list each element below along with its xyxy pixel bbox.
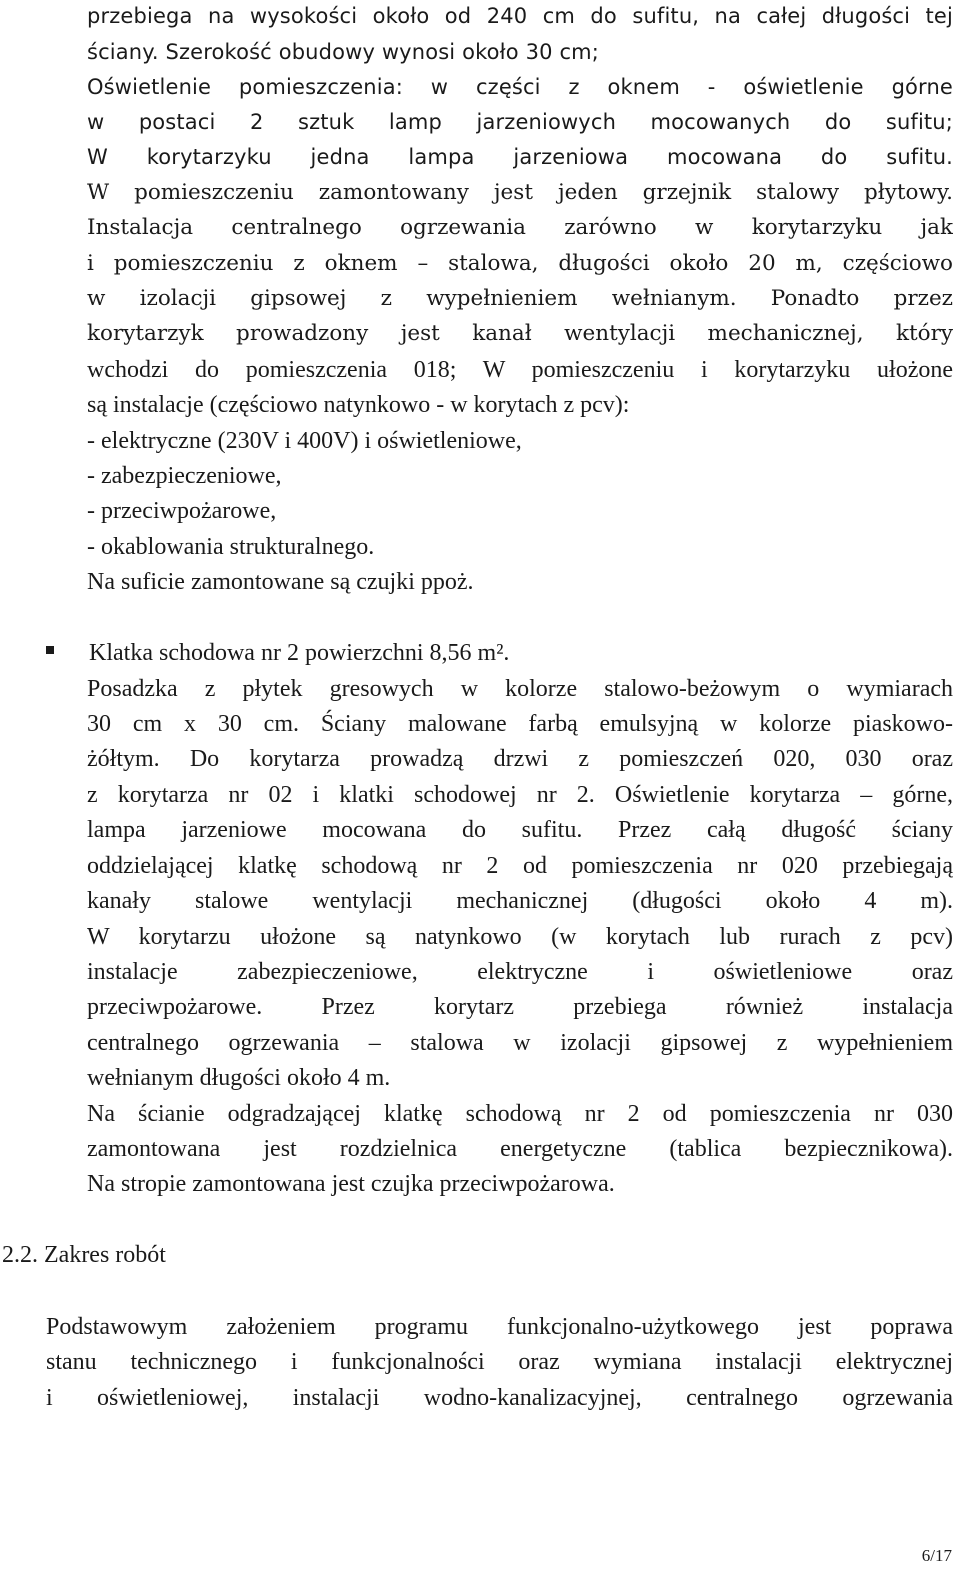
text-line: żółtym. Do korytarza prowadzą drzwi z pomieszczeń 020, 030 oraz <box>87 746 953 772</box>
page-number: 6/17 <box>921 1546 952 1565</box>
text-line: przebiega na wysokości około od 240 cm do sufitu, na całej długości tej <box>87 4 953 28</box>
text-line: ściany. Szerokość obudowy wynosi około 30 cm; <box>87 40 599 64</box>
text-line: W korytarzu ułożone są natynkowo (w korytach lub rurach z pcv) <box>87 924 953 950</box>
text-line: są instalacje (częściowo natynkowo - w korytach z pcv): <box>87 392 630 418</box>
text-line: i oświetleniowej, instalacji wodno-kanalizacyjnej, centralnego ogrzewania <box>46 1385 953 1411</box>
text-line: wełnianym długości około 4 m. <box>87 1065 391 1091</box>
text-line: Instalacja centralnego ogrzewania zarówno w korytarzyku jak <box>87 215 953 240</box>
bullet-item-title: Klatka schodowa nr 2 powierzchni 8,56 m². <box>89 640 510 666</box>
text-line: centralnego ogrzewania – stalowa w izolacji gipsowej z wypełnieniem <box>87 1030 953 1056</box>
text-line: Posadzka z płytek gresowych w kolorze stalowo-beżowym o wymiarach <box>87 676 953 702</box>
text-line: z korytarza nr 02 i klatki schodowej nr 2. Oświetlenie korytarza – górne, <box>87 782 953 808</box>
text-line: W pomieszczeniu zamontowany jest jeden grzejnik stalowy płytowy. <box>87 180 953 205</box>
text-line: Na stropie zamontowana jest czujka przeciwpożarowa. <box>87 1171 615 1197</box>
text-line: wchodzi do pomieszczenia 018; W pomieszczeniu i korytarzyku ułożone <box>87 357 953 383</box>
text-line: w izolacji gipsowej z wypełnieniem wełnianym. Ponadto przez <box>87 286 953 311</box>
text-line: korytarzyk prowadzony jest kanał wentylacji mechanicznej, który <box>87 321 953 346</box>
text-line: przeciwpożarowe. Przez korytarz przebiega również instalacja <box>87 994 953 1020</box>
text-line: w postaci 2 sztuk lamp jarzeniowych mocowanych do sufitu; <box>87 110 953 134</box>
text-line: W korytarzyku jedna lampa jarzeniowa mocowana do sufitu. <box>87 145 953 169</box>
text-line: i pomieszczeniu z oknem – stalowa, długości około 20 m, częściowo <box>87 251 953 276</box>
text-line: 30 cm x 30 cm. Ściany malowane farbą emulsyjną w kolorze piaskowo- <box>87 711 953 737</box>
list-item: - zabezpieczeniowe, <box>87 463 282 489</box>
text-line: lampa jarzeniowe mocowana do sufitu. Przez całą długość ściany <box>87 817 953 843</box>
list-item: - okablowania strukturalnego. <box>87 534 375 560</box>
text-line: stanu technicznego i funkcjonalności oraz wymiana instalacji elektrycznej <box>46 1349 953 1375</box>
list-item: - elektryczne (230V i 400V) i oświetleniowe, <box>87 428 522 454</box>
section-heading: 2.2. Zakres robót <box>2 1242 166 1268</box>
text-line: oddzielającej klatkę schodową nr 2 od pomieszczenia nr 020 przebiegają <box>87 853 953 879</box>
bullet-marker <box>46 646 54 654</box>
text-line: Oświetlenie pomieszczenia: w części z oknem - oświetlenie górne <box>87 75 953 99</box>
text-line: kanały stalowe wentylacji mechanicznej (długości około 4 m). <box>87 888 953 914</box>
text-line: Na ścianie odgradzającej klatkę schodową nr 2 od pomieszczenia nr 030 <box>87 1101 953 1127</box>
text-line: zamontowana jest rozdzielnica energetyczne (tablica bezpiecznikowa). <box>87 1136 953 1162</box>
text-line: Podstawowym założeniem programu funkcjonalno-użytkowego jest poprawa <box>46 1314 953 1340</box>
list-item: - przeciwpożarowe, <box>87 498 277 524</box>
text-line: Na suficie zamontowane są czujki ppoż. <box>87 569 474 595</box>
text-line: instalacje zabezpieczeniowe, elektryczne i oświetleniowe oraz <box>87 959 953 985</box>
